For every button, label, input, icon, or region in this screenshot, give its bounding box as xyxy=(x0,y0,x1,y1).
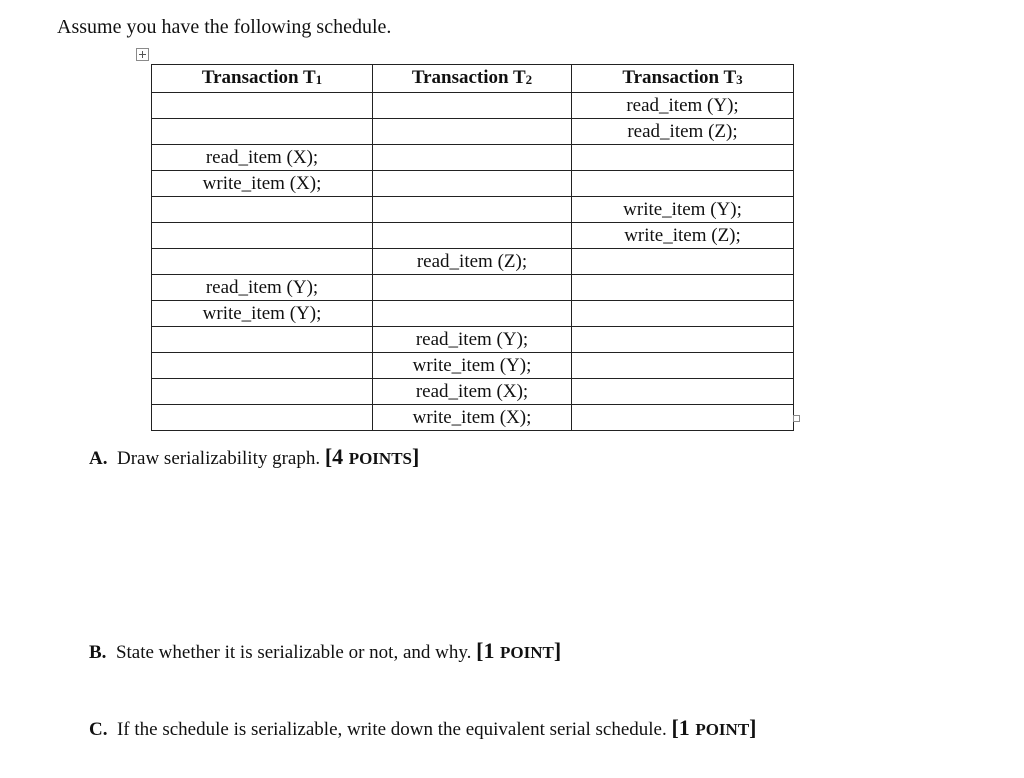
table-cell-t1 xyxy=(152,327,373,353)
table-cell-t3 xyxy=(572,353,794,379)
schedule-body xyxy=(152,93,794,431)
operation-text: read_item (Z); xyxy=(416,251,528,272)
operation-text: write_item (Y); xyxy=(623,199,742,220)
question-a-points: [4 POINTS] xyxy=(324,444,420,469)
operation-text: read_item (Y); xyxy=(205,277,319,298)
question-c-letter: C. xyxy=(89,719,108,740)
table-cell-t1 xyxy=(152,93,373,119)
question-a xyxy=(89,444,419,472)
table-cell-t2 xyxy=(373,171,572,197)
table-cell-t1 xyxy=(152,405,373,431)
operation-text: read_item (X); xyxy=(205,147,319,168)
table-cell-t1 xyxy=(152,275,373,301)
table-row xyxy=(152,145,794,171)
table-cell-t2 xyxy=(373,145,572,171)
table-cell-t2 xyxy=(373,119,572,145)
operation-text: write_item (X); xyxy=(202,173,322,194)
intro-text: Assume you have the following schedule. xyxy=(57,16,392,38)
table-cell-t2 xyxy=(373,405,572,431)
table-cell-t3 xyxy=(572,405,794,431)
header-transaction-1: Transaction T1 xyxy=(152,65,373,93)
table-cell-t2 xyxy=(373,327,572,353)
table-cell-t2 xyxy=(373,301,572,327)
table-cell-t3 xyxy=(572,379,794,405)
question-a-text: Draw serializability graph. xyxy=(116,448,321,469)
table-row xyxy=(152,93,794,119)
table-cell-t2 xyxy=(373,379,572,405)
table-row xyxy=(152,119,794,145)
question-c-points: [1 POINT] xyxy=(671,715,757,740)
table-cell-t1 xyxy=(152,249,373,275)
operation-text: write_item (X); xyxy=(412,407,532,428)
table-cell-t2 xyxy=(373,223,572,249)
table-header-row xyxy=(152,65,794,93)
table-cell-t1 xyxy=(152,379,373,405)
table-cell-t2 xyxy=(373,197,572,223)
table-resize-handle-icon[interactable] xyxy=(793,415,800,422)
operation-text: write_item (Y); xyxy=(202,303,322,324)
question-b xyxy=(89,638,561,666)
question-b-letter: B. xyxy=(89,642,107,663)
question-c xyxy=(89,715,756,743)
table-cell-t1 xyxy=(152,171,373,197)
table-row xyxy=(152,379,794,405)
operation-text: read_item (X); xyxy=(415,381,529,402)
table-cell-t1 xyxy=(152,353,373,379)
table-row xyxy=(152,405,794,431)
header-transaction-2: Transaction T2 xyxy=(373,65,572,93)
table-row xyxy=(152,197,794,223)
table-cell-t3 xyxy=(572,223,794,249)
table-cell-t1 xyxy=(152,145,373,171)
table-cell-t2 xyxy=(373,249,572,275)
table-cell-t1 xyxy=(152,223,373,249)
table-move-handle-icon[interactable] xyxy=(136,48,149,61)
question-c-text: If the schedule is serializable, write down the equivalent serial schedule. xyxy=(116,719,667,740)
table-cell-t1 xyxy=(152,301,373,327)
operation-text: read_item (Y); xyxy=(626,95,739,116)
table-cell-t3 xyxy=(572,197,794,223)
table-cell-t3 xyxy=(572,171,794,197)
table-cell-t1 xyxy=(152,119,373,145)
question-b-text: State whether it is serializable or not, and why. xyxy=(115,642,472,663)
table-row xyxy=(152,171,794,197)
table-cell-t2 xyxy=(373,275,572,301)
table-row xyxy=(152,275,794,301)
header-transaction-3: Transaction T3 xyxy=(572,65,794,93)
schedule-table xyxy=(151,64,794,431)
table-cell-t3 xyxy=(572,327,794,353)
table-cell-t3 xyxy=(572,301,794,327)
table-row xyxy=(152,353,794,379)
table-cell-t3 xyxy=(572,275,794,301)
table-cell-t2 xyxy=(373,353,572,379)
table-row xyxy=(152,301,794,327)
question-b-points: [1 POINT] xyxy=(476,638,562,663)
table-cell-t3 xyxy=(572,119,794,145)
table-cell-t2 xyxy=(373,93,572,119)
operation-text: write_item (Z); xyxy=(624,225,741,246)
table-cell-t3 xyxy=(572,93,794,119)
table-row xyxy=(152,223,794,249)
operation-text: read_item (Y); xyxy=(415,329,529,350)
operation-text: read_item (Z); xyxy=(627,121,738,142)
table-cell-t1 xyxy=(152,197,373,223)
operation-text: write_item (Y); xyxy=(412,355,532,376)
table-cell-t3 xyxy=(572,145,794,171)
table-row xyxy=(152,249,794,275)
table-cell-t3 xyxy=(572,249,794,275)
question-a-letter: A. xyxy=(89,448,108,469)
table-row xyxy=(152,327,794,353)
